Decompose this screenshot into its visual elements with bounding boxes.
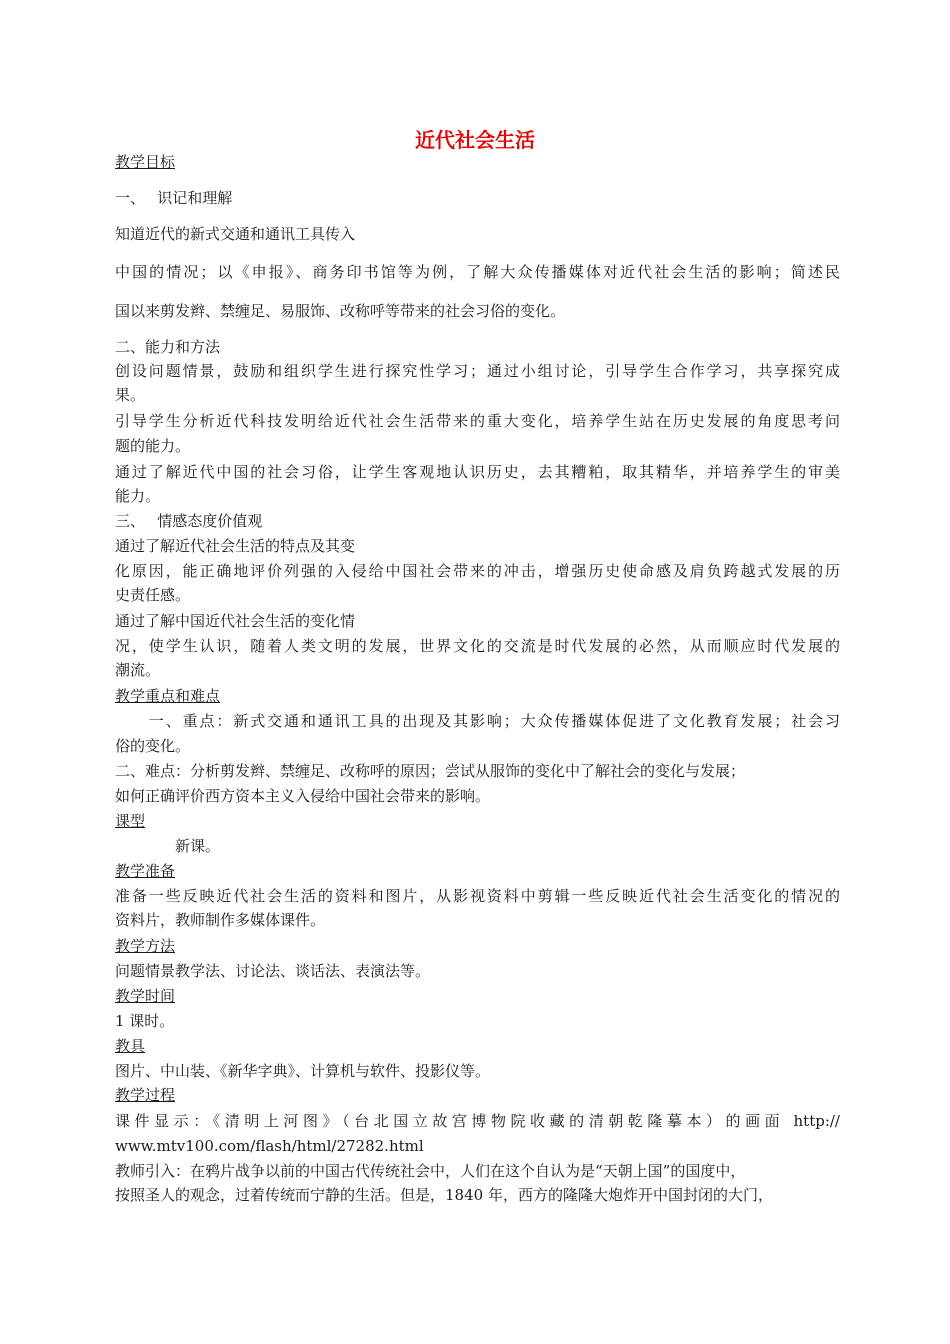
- text-line: 题的能力。: [115, 437, 191, 455]
- text-line: 引导学生分析近代科技发明给近代社会生活带来的重大变化，培养学生站在历史发展的角度思考问: [115, 412, 840, 430]
- text-line: 果。: [115, 386, 146, 404]
- section-heading: 教学方法: [115, 937, 176, 955]
- section-heading: 教学目标: [115, 153, 176, 171]
- section-heading: 教学准备: [115, 862, 176, 880]
- text-line: 二、能力和方法: [115, 338, 221, 356]
- text-line: 一、 识记和理解: [115, 189, 233, 207]
- text-line: 通过了解中国近代社会生活的变化情: [115, 612, 356, 630]
- text-line: 新课。: [115, 837, 221, 855]
- text-line: 按照圣人的观念，过着传统而宁静的生活。但是，1840 年，西方的隆隆大炮炸开中国封闭的大门，: [115, 1186, 773, 1204]
- text-line: 况，使学生认识，随着人类文明的发展，世界文化的交流是时代发展的必然，从而顺应时代发展的: [115, 637, 840, 655]
- text-line: 二、难点：分析剪发辫、禁缠足、改称呼的原因；尝试从服饰的变化中了解社会的变化与发展；: [115, 762, 746, 780]
- text-line: 通过了解近代中国的社会习俗，让学生客观地认识历史，去其糟粕，取其精华，并培养学生的审美: [115, 463, 840, 481]
- text-line: 如何正确评价西方资本主义入侵给中国社会带来的影响。: [115, 787, 491, 805]
- text-line: 问题情景教学法、讨论法、谈话法、表演法等。: [115, 962, 431, 980]
- text-line: 教师引入：在鸦片战争以前的中国古代传统社会中，人们在这个自认为是“天朝上国”的国度中，: [115, 1162, 746, 1180]
- text-line: 资料片，教师制作多媒体课件。: [115, 911, 326, 929]
- document-title: 近代社会生活: [415, 128, 535, 152]
- text-line: www.mtv100.com/flash/html/27282.html: [115, 1137, 424, 1155]
- text-line: 创设问题情景，鼓励和组织学生进行探究性学习；通过小组讨论，引导学生合作学习，共享探究成: [115, 362, 840, 380]
- text-line: 国以来剪发辫、禁缠足、易服饰、改称呼等带来的社会习俗的变化。: [115, 302, 566, 320]
- text-line: 准备一些反映近代社会生活的资料和图片，从影视资料中剪辑一些反映近代社会生活变化的情况的: [115, 887, 840, 905]
- text-line: 通过了解近代社会生活的特点及其变: [115, 537, 356, 555]
- section-heading: 教学时间: [115, 987, 176, 1005]
- section-heading: 教学过程: [115, 1086, 176, 1104]
- text-line: 化原因，能正确地评价列强的入侵给中国社会带来的冲击，增强历史使命感及肩负跨越式发展的历: [115, 562, 840, 580]
- text-line: 图片、中山装、《新华字典》、计算机与软件、投影仪等。: [115, 1062, 491, 1080]
- text-line: 1 课时。: [115, 1012, 175, 1030]
- section-heading: 教具: [115, 1037, 146, 1055]
- section-heading: 教学重点和难点: [115, 687, 221, 705]
- text-line: 潮流。: [115, 661, 161, 679]
- text-line: 课件显示：《清明上河图》（台北国立故宫博物院收藏的清朝乾隆摹本）的画面 http://: [115, 1112, 840, 1130]
- section-heading: 课型: [115, 812, 146, 830]
- text-line: 一、重点：新式交通和通讯工具的出现及其影响；大众传播媒体促进了文化教育发展；社会习: [115, 712, 840, 730]
- text-line: 知道近代的新式交通和通讯工具传入: [115, 225, 356, 243]
- text-line: 史责任感。: [115, 586, 191, 604]
- text-line: 三、 情感态度价值观: [115, 512, 263, 530]
- text-line: 中国的情况；以《申报》、商务印书馆等为例，了解大众传播媒体对近代社会生活的影响；简述民: [115, 263, 840, 281]
- text-line: 俗的变化。: [115, 737, 191, 755]
- text-line: 能力。: [115, 487, 161, 505]
